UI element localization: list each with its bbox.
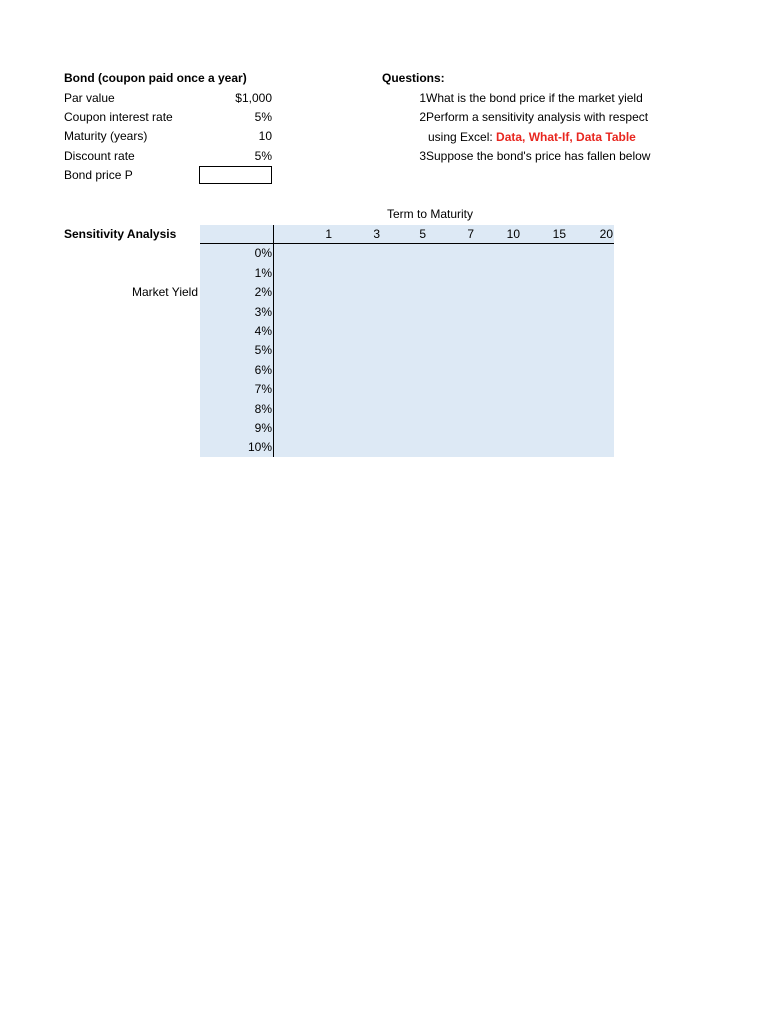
excel-menu-path: Data, What-If, Data Table	[496, 130, 636, 144]
maturity-cell[interactable]: 10	[258, 129, 272, 143]
term-to-maturity-label: Term to Maturity	[386, 207, 473, 221]
sensitivity-analysis-title: Sensitivity Analysis	[64, 227, 177, 241]
term-header-cell[interactable]: 15	[552, 227, 566, 241]
yield-row-cell[interactable]: 8%	[254, 402, 272, 416]
yield-row-cell[interactable]: 0%	[254, 246, 272, 260]
term-header-cell[interactable]: 20	[599, 227, 613, 241]
discount-rate-cell[interactable]: 5%	[254, 149, 272, 163]
yield-row-cell[interactable]: 7%	[254, 382, 272, 396]
yield-row-cell[interactable]: 3%	[254, 305, 272, 319]
term-header-cell[interactable]: 3	[373, 227, 380, 241]
question-3	[380, 147, 650, 166]
question-2	[380, 108, 648, 127]
maturity-label: Maturity (years)	[64, 129, 148, 143]
coupon-rate-cell[interactable]: 5%	[254, 110, 272, 124]
yield-row-cell[interactable]: 1%	[254, 266, 272, 280]
market-yield-label: Market Yield	[131, 285, 198, 299]
question-text: What is the bond price if the market yield	[426, 91, 643, 105]
yield-row-cell[interactable]: 4%	[254, 324, 272, 338]
question-number: 3	[419, 149, 426, 163]
question-number: 2	[419, 110, 426, 124]
questions-heading: Questions:	[382, 71, 445, 85]
par-value-label: Par value	[64, 91, 115, 105]
term-header-cell[interactable]: 1	[325, 227, 332, 241]
yield-row-cell[interactable]: 6%	[254, 363, 272, 377]
question-number: 1	[419, 91, 426, 105]
yield-row-cell[interactable]: 2%	[254, 285, 272, 299]
term-header-cell[interactable]: 7	[467, 227, 474, 241]
term-header-cell[interactable]: 10	[506, 227, 520, 241]
yield-row-cell[interactable]: 9%	[254, 421, 272, 435]
par-value-cell[interactable]: $1,000	[235, 91, 272, 105]
questions-list	[380, 89, 663, 169]
question-1	[380, 89, 643, 108]
yield-row-cell[interactable]: 10%	[247, 440, 272, 454]
row-label-divider	[273, 225, 274, 457]
question-text: Suppose the bond's price has fallen below	[426, 149, 651, 163]
question-2-continued	[428, 128, 636, 147]
bond-heading: Bond (coupon paid once a year)	[64, 71, 247, 85]
bond-price-label: Bond price P	[64, 168, 133, 182]
question-text: using Excel:	[428, 130, 497, 144]
bond-price-input-cell[interactable]	[199, 166, 272, 184]
yield-row-cell[interactable]: 5%	[254, 343, 272, 357]
coupon-rate-label: Coupon interest rate	[64, 110, 173, 124]
term-header-cell[interactable]: 5	[419, 227, 426, 241]
discount-rate-label: Discount rate	[64, 149, 135, 163]
question-text: Perform a sensitivity analysis with respect	[426, 110, 649, 124]
